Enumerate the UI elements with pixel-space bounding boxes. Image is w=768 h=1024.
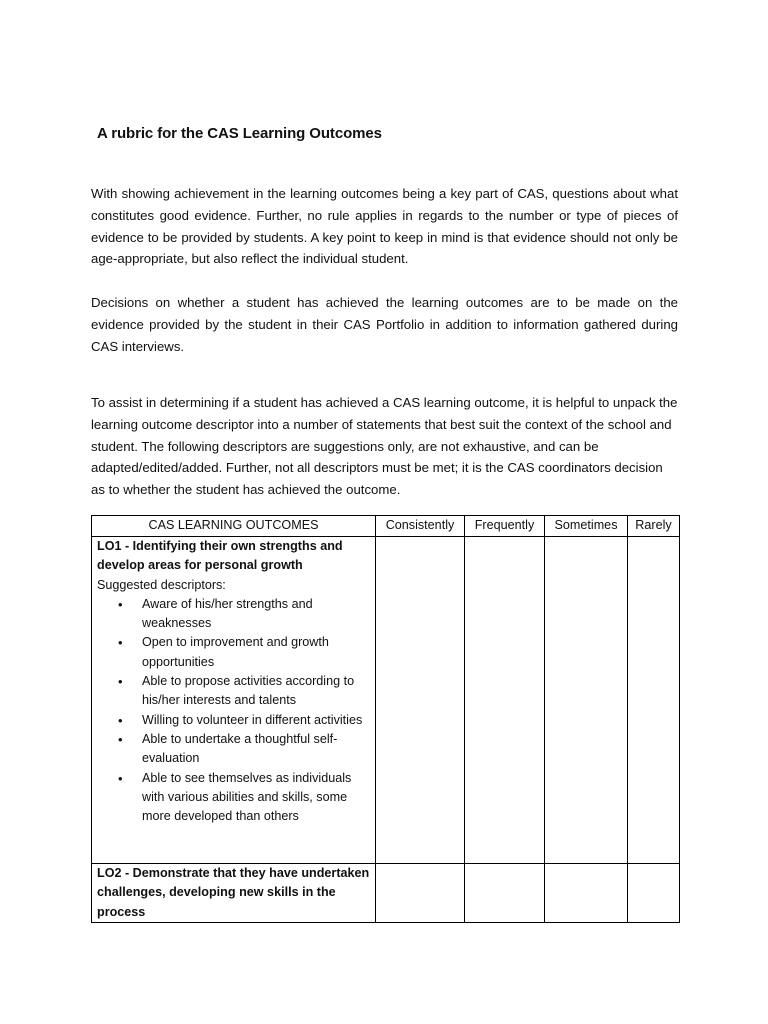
list-item: • Able to undertake a thoughtful self-evaluation xyxy=(142,730,370,769)
rating-cell-sometimes xyxy=(545,537,628,864)
header-rarely: Rarely xyxy=(628,516,680,537)
document-title: A rubric for the CAS Learning Outcomes xyxy=(97,125,382,142)
list-item: • Open to improvement and growth opportunities xyxy=(142,633,370,672)
header-frequently: Frequently xyxy=(465,516,545,537)
rating-cell-rarely xyxy=(628,864,680,923)
rating-cell-consistently xyxy=(376,864,465,923)
rating-cell-consistently xyxy=(376,537,465,864)
table-row xyxy=(92,537,680,864)
rating-cell-frequently xyxy=(465,537,545,864)
rating-cell-sometimes xyxy=(545,864,628,923)
list-item: • Willing to volunteer in different activities xyxy=(142,711,370,730)
outcome-cell-lo2 xyxy=(92,864,376,923)
rating-cell-frequently xyxy=(465,864,545,923)
rubric-table xyxy=(91,515,680,923)
assist-paragraph: To assist in determining if a student has achieved a CAS learning outcome, it is helpful to unpack the learning outcome descriptor into a number of statements that best suit the context of the school and student. The following descriptors are suggestions only, are not exhaustive, and can be adapted/edited/added. Further, not all descriptors must be met; it is the CAS coordinators decision as to whether the student has achieved the outcome. xyxy=(91,395,678,498)
rating-cell-rarely xyxy=(628,537,680,864)
intro-paragraph: With showing achievement in the learning outcomes being a key part of CAS, questions about what constitutes good evidence. Further, no rule applies in regards to the number or type of pieces of evidence to be provided by students. A key point to keep in mind is that evidence should not only be age-appropriate, but also reflect the individual student. xyxy=(91,186,678,267)
table-header-row xyxy=(92,516,680,537)
header-consistently: Consistently xyxy=(376,516,465,537)
list-item: • Able to propose activities according to his/her interests and talents xyxy=(142,672,370,711)
table-row xyxy=(92,864,680,923)
outcome-cell-lo1 xyxy=(92,537,376,864)
outcome-title: LO2 - Demonstrate that they have undertaken challenges, developing new skills in the process xyxy=(97,866,370,919)
descriptor-list xyxy=(97,595,370,827)
list-item: • Aware of his/her strengths and weaknesses xyxy=(142,595,370,634)
header-outcomes: CAS LEARNING OUTCOMES xyxy=(92,516,376,537)
header-sometimes: Sometimes xyxy=(545,516,628,537)
decisions-paragraph: Decisions on whether a student has achieved the learning outcomes are to be made on the evidence provided by the student in their CAS Portfolio in addition to information gathered during CAS interviews. xyxy=(91,295,678,354)
list-item: • Able to see themselves as individuals with various abilities and skills, some more developed than others xyxy=(142,769,370,827)
outcome-title: LO1 - Identifying their own strengths and develop areas for personal growth xyxy=(97,539,343,573)
suggested-descriptors-label: Suggested descriptors: xyxy=(97,577,226,592)
